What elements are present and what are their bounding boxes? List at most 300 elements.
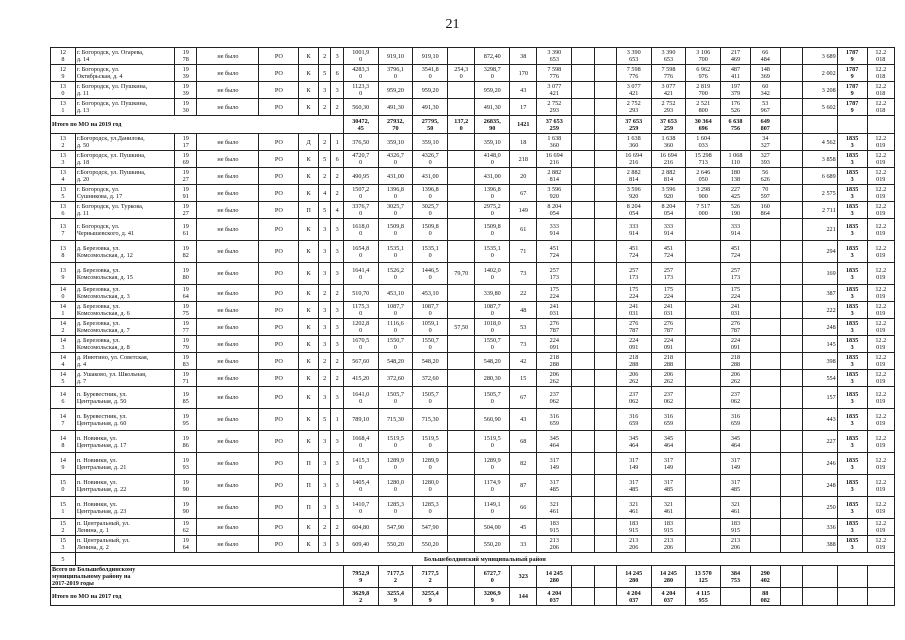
max-cost-cell: 1787 9: [837, 99, 867, 116]
extra-cell: [780, 353, 802, 370]
owner-area-cell: 431,00: [475, 168, 510, 185]
unit-cost-cell: 3 208: [802, 82, 837, 99]
total-cost-cell: 2 752 293: [616, 99, 651, 116]
wall-material-cell: РО: [259, 536, 299, 553]
fund-cell: 257 173: [651, 263, 686, 285]
state-fund-cell: 2 819 700: [686, 82, 721, 99]
total-s5-cell: 6727,7 0: [475, 566, 510, 588]
empty-cell: [572, 431, 594, 453]
entrances-cell: 6: [331, 65, 343, 82]
address-cell: г. Богородск, ул. Октябрьская, д. 4: [75, 65, 174, 82]
municipal-budget-cell: 227 425: [721, 185, 751, 202]
deadline-cell: 12.2 018: [867, 65, 895, 82]
page-number: 21: [445, 17, 460, 32]
municipal-budget-cell: 526 190: [721, 202, 751, 219]
total-sf-cell: 4 115 955: [686, 588, 721, 606]
residents-cell: 66: [510, 497, 537, 519]
cost-cell: 3 596 920: [537, 185, 572, 202]
total-x1-cell: [572, 588, 594, 606]
total-area-cell: 1202,8 0: [343, 319, 378, 336]
owners-cell: [750, 497, 780, 519]
empty-cell: [572, 536, 594, 553]
nonresidential-area-cell: [448, 185, 475, 202]
empty-cell: [572, 219, 594, 241]
residents-cell: 33: [510, 536, 537, 553]
empty-cell: [594, 285, 616, 302]
last-repair-cell: не было: [197, 202, 259, 219]
max-cost-cell: 1835 3: [837, 241, 867, 263]
floors-cell: 2: [319, 168, 331, 185]
owner-area-cell: 1505,7 0: [475, 387, 510, 409]
total-cost-cell: 224 091: [616, 336, 651, 353]
area-cell: 4326,7 0: [378, 151, 413, 168]
last-repair-cell: не было: [197, 241, 259, 263]
wall-material-cell: РО: [259, 453, 299, 475]
area-cell: 548,20: [378, 353, 413, 370]
residents-cell: 218: [510, 151, 537, 168]
owners-cell: 148 369: [750, 65, 780, 82]
empty-cell: [572, 48, 594, 65]
empty-cell: [594, 219, 616, 241]
extra-cell: [780, 409, 802, 431]
address-cell: г.Богородск, ул. Пушкина, д. 20: [75, 168, 174, 185]
entrances-cell: 2: [331, 353, 343, 370]
fund-cell: 175 224: [651, 285, 686, 302]
max-cost-cell: 1835 3: [837, 431, 867, 453]
owners-cell: 53 967: [750, 99, 780, 116]
total-label-cell: Всего по Большеболдинскому муниципальному району на 2017-2019 годы: [51, 566, 344, 588]
total-sf-cell: 30 364 696: [686, 116, 721, 134]
total-x2-cell: [594, 588, 616, 606]
floors-cell: 3: [319, 336, 331, 353]
total-area-cell: 1001,9 0: [343, 48, 378, 65]
total-cost-cell: 3 390 653: [616, 48, 651, 65]
last-repair-cell: не было: [197, 336, 259, 353]
nonresidential-area-cell: [448, 431, 475, 453]
table-row: [51, 409, 895, 431]
state-fund-cell: [686, 319, 721, 336]
entrances-cell: 1: [331, 134, 343, 151]
type-cell: П: [299, 475, 319, 497]
unit-cost-cell: 248: [802, 475, 837, 497]
empty-cell: [594, 263, 616, 285]
entrances-cell: 3: [331, 536, 343, 553]
state-fund-cell: [686, 263, 721, 285]
total-area-cell: 1415,3 0: [343, 453, 378, 475]
deadline-cell: 12.2 019: [867, 319, 895, 336]
build-year-cell: 19 69: [175, 151, 197, 168]
cost-cell: 345 464: [537, 431, 572, 453]
area-cell: 1535,1 0: [378, 241, 413, 263]
total-area-cell: 490,95: [343, 168, 378, 185]
extra-cell: [780, 370, 802, 387]
residential-area-cell: 1289,9 0: [413, 453, 448, 475]
table-row: [51, 302, 895, 319]
total-label-cell: Итого по МО на 2017 год: [51, 588, 344, 606]
build-year-cell: 19 30: [175, 99, 197, 116]
area-cell: 1519,5 0: [378, 431, 413, 453]
area-cell: 1116,6 0: [378, 319, 413, 336]
municipal-budget-cell: 197 379: [721, 82, 751, 99]
area-cell: 491,30: [378, 99, 413, 116]
empty-cell: [594, 168, 616, 185]
max-cost-cell: 1835 3: [837, 536, 867, 553]
owner-area-cell: 4148,0 0: [475, 151, 510, 168]
extra-cell: [780, 263, 802, 285]
residents-cell: 45: [510, 519, 537, 536]
owners-cell: [750, 431, 780, 453]
residents-cell: 15: [510, 370, 537, 387]
deadline-cell: 12.2 019: [867, 185, 895, 202]
entrances-cell: 3: [331, 431, 343, 453]
total-ow-cell: 649 807: [750, 116, 780, 134]
address-cell: д. Березовка, ул. Комсомольская, д. 15: [75, 263, 174, 285]
wall-material-cell: РО: [259, 353, 299, 370]
address-cell: г.Богородск, ул.Данилова, д. 50: [75, 134, 174, 151]
total-x1-cell: [572, 116, 594, 134]
entrances-cell: 3: [331, 475, 343, 497]
state-fund-cell: 3 106 700: [686, 48, 721, 65]
fund-cell: 316 659: [651, 409, 686, 431]
total-area-cell: 510,70: [343, 285, 378, 302]
last-repair-cell: не было: [197, 370, 259, 387]
total-mb-cell: 6 638 756: [721, 116, 751, 134]
total-fund-cell: 4 204 037: [651, 588, 686, 606]
table-row: [51, 65, 895, 82]
last-repair-cell: не было: [197, 353, 259, 370]
owner-area-cell: 491,30: [475, 99, 510, 116]
area-cell: 1280,0 0: [378, 475, 413, 497]
total-res-cell: 1421: [510, 116, 537, 134]
table-row: [51, 185, 895, 202]
floors-cell: 5: [319, 202, 331, 219]
table-row: [51, 497, 895, 519]
residential-area-cell: 548,20: [413, 353, 448, 370]
cost-cell: 2 752 293: [537, 99, 572, 116]
residential-area-cell: 1087,7 0: [413, 302, 448, 319]
deadline-cell: 12.2 019: [867, 453, 895, 475]
wall-material-cell: РО: [259, 519, 299, 536]
nonresidential-area-cell: [448, 370, 475, 387]
fund-cell: 3 077 421: [651, 82, 686, 99]
type-cell: К: [299, 353, 319, 370]
extra-cell: [780, 185, 802, 202]
total-area-cell: 567,60: [343, 353, 378, 370]
extra-cell: [780, 168, 802, 185]
row-number-cell: 14 6: [51, 387, 76, 409]
address-cell: д. Ушаково, ул. Школьная, д. 7: [75, 370, 174, 387]
extra-cell: [780, 134, 802, 151]
max-cost-cell: 1835 3: [837, 263, 867, 285]
municipal-budget-cell: 218 288: [721, 353, 751, 370]
max-cost-cell: 1835 3: [837, 285, 867, 302]
wall-material-cell: РО: [259, 202, 299, 219]
row-number-cell: 13 4: [51, 168, 76, 185]
municipal-budget-cell: 321 461: [721, 497, 751, 519]
build-year-cell: 19 82: [175, 241, 197, 263]
unit-cost-cell: 3 858: [802, 151, 837, 168]
build-year-cell: 19 90: [175, 497, 197, 519]
total-row: [51, 588, 895, 606]
build-year-cell: 19 93: [175, 453, 197, 475]
wall-material-cell: РО: [259, 241, 299, 263]
state-fund-cell: [686, 302, 721, 319]
empty-cell: [572, 370, 594, 387]
last-repair-cell: не было: [197, 219, 259, 241]
state-fund-cell: 2 646 050: [686, 168, 721, 185]
empty-cell: [594, 431, 616, 453]
total-mb-cell: 384 753: [721, 566, 751, 588]
build-year-cell: 19 61: [175, 219, 197, 241]
empty-cell: [572, 409, 594, 431]
empty-cell: [594, 519, 616, 536]
fund-cell: 213 206: [651, 536, 686, 553]
unit-cost-cell: 250: [802, 497, 837, 519]
total-cost-cell: 276 787: [616, 319, 651, 336]
type-cell: Д: [299, 134, 319, 151]
area-cell: 1550,7 0: [378, 336, 413, 353]
empty-cell: [572, 263, 594, 285]
empty-cell: [572, 475, 594, 497]
total-cost-cell: 451 724: [616, 241, 651, 263]
address-cell: д. Березовка, ул. Комсомольская, д. 3: [75, 285, 174, 302]
row-number-cell: 14 2: [51, 319, 76, 336]
total-x1-cell: [572, 566, 594, 588]
total-sf-cell: 13 570 125: [686, 566, 721, 588]
owners-cell: [750, 263, 780, 285]
empty-cell: [572, 387, 594, 409]
type-cell: К: [299, 336, 319, 353]
area-cell: 1289,9 0: [378, 453, 413, 475]
deadline-cell: 12.2 019: [867, 370, 895, 387]
state-fund-cell: 15 298 713: [686, 151, 721, 168]
owner-area-cell: 1174,9 0: [475, 475, 510, 497]
extra-cell: [780, 336, 802, 353]
residents-cell: 18: [510, 134, 537, 151]
total-cost-cell: 8 204 054: [616, 202, 651, 219]
build-year-cell: 19 71: [175, 370, 197, 387]
section-title-cell: Большеболдинский муниципальный район: [75, 553, 894, 566]
max-cost-cell: 1835 3: [837, 302, 867, 319]
total-cost-cell: 1 638 360: [616, 134, 651, 151]
owner-area-cell: 1087,7 0: [475, 302, 510, 319]
wall-material-cell: РО: [259, 99, 299, 116]
floors-cell: 3: [319, 319, 331, 336]
row-number-cell: 15 3: [51, 536, 76, 553]
row-number-cell: 14 0: [51, 285, 76, 302]
address-cell: п. Буревестник, ул. Центральная, д. 60: [75, 409, 174, 431]
cost-cell: 183 915: [537, 519, 572, 536]
cost-cell: 317 485: [537, 475, 572, 497]
owner-area-cell: 1535,1 0: [475, 241, 510, 263]
extra-cell: [780, 536, 802, 553]
area-cell: 372,60: [378, 370, 413, 387]
build-year-cell: 19 77: [175, 319, 197, 336]
wall-material-cell: РО: [259, 151, 299, 168]
row-number-cell: 14 9: [51, 453, 76, 475]
floors-cell: 3: [319, 475, 331, 497]
table-row: [51, 134, 895, 151]
extra-cell: [780, 431, 802, 453]
entrances-cell: 1: [331, 409, 343, 431]
municipal-budget-cell: 237 062: [721, 387, 751, 409]
total-area-cell: 1670,5 0: [343, 336, 378, 353]
state-fund-cell: 3 298 900: [686, 185, 721, 202]
fund-cell: 16 694 216: [651, 151, 686, 168]
table-row: [51, 168, 895, 185]
wall-material-cell: РО: [259, 336, 299, 353]
owners-cell: [750, 336, 780, 353]
unit-cost-cell: 145: [802, 336, 837, 353]
total-area-cell: 1507,2 0: [343, 185, 378, 202]
owner-area-cell: 1519,5 0: [475, 431, 510, 453]
cost-cell: 333 914: [537, 219, 572, 241]
address-cell: д. Березовка, ул. Комсомольская, д. 6: [75, 302, 174, 319]
area-cell: 1526,2 0: [378, 263, 413, 285]
area-cell: 1505,7 0: [378, 387, 413, 409]
table-row: [51, 519, 895, 536]
residents-cell: 42: [510, 353, 537, 370]
municipal-budget-cell: 257 173: [721, 263, 751, 285]
residents-cell: 73: [510, 336, 537, 353]
municipal-budget-cell: 180 138: [721, 168, 751, 185]
cost-cell: 224 091: [537, 336, 572, 353]
table-row: [51, 387, 895, 409]
nonresidential-area-cell: [448, 82, 475, 99]
deadline-cell: 12.2 019: [867, 302, 895, 319]
last-repair-cell: не было: [197, 475, 259, 497]
address-cell: г. Богородск, ул. Пушкина, д. 13: [75, 99, 174, 116]
deadline-cell: 12.2 019: [867, 219, 895, 241]
fund-cell: 206 262: [651, 370, 686, 387]
max-cost-cell: 1787 9: [837, 65, 867, 82]
empty-cell: [572, 319, 594, 336]
build-year-cell: 19 90: [175, 475, 197, 497]
total-cost-cell: 218 288: [616, 353, 651, 370]
build-year-cell: 19 62: [175, 519, 197, 536]
cost-cell: 3 390 653: [537, 48, 572, 65]
type-cell: К: [299, 409, 319, 431]
total-cost-cell: 317 149: [616, 453, 651, 475]
municipal-budget-cell: 213 206: [721, 536, 751, 553]
empty-cell: [594, 387, 616, 409]
address-cell: г. Богородск, ул. Пушкина, д. 11: [75, 82, 174, 99]
total-area-cell: 609,40: [343, 536, 378, 553]
cost-cell: 213 206: [537, 536, 572, 553]
extra-cell: [780, 519, 802, 536]
residents-cell: 149: [510, 202, 537, 219]
total-cost-cell: 175 224: [616, 285, 651, 302]
floors-cell: 3: [319, 302, 331, 319]
build-year-cell: 19 91: [175, 185, 197, 202]
unit-cost-cell: 5 602: [802, 99, 837, 116]
max-cost-cell: 1787 9: [837, 48, 867, 65]
state-fund-cell: [686, 497, 721, 519]
residents-cell: 22: [510, 285, 537, 302]
owners-cell: [750, 536, 780, 553]
total-mx-cell: [837, 566, 867, 588]
extra-cell: [780, 285, 802, 302]
address-cell: г.Богородск, ул. Пушкина, д. 18: [75, 151, 174, 168]
total-cost-cell: 213 206: [616, 536, 651, 553]
extra-cell: [780, 387, 802, 409]
total-cost-cell: 241 031: [616, 302, 651, 319]
table-row: [51, 241, 895, 263]
table-row: [51, 285, 895, 302]
total-s5-cell: 26835, 90: [475, 116, 510, 134]
nonresidential-area-cell: [448, 453, 475, 475]
residential-area-cell: 550,20: [413, 536, 448, 553]
fund-cell: 3 390 653: [651, 48, 686, 65]
state-fund-cell: [686, 453, 721, 475]
total-cost-cell: 4 204 037: [537, 588, 572, 606]
last-repair-cell: не было: [197, 497, 259, 519]
wall-material-cell: РО: [259, 285, 299, 302]
type-cell: П: [299, 202, 319, 219]
type-cell: П: [299, 497, 319, 519]
entrances-cell: 2: [331, 185, 343, 202]
empty-cell: [572, 336, 594, 353]
municipal-budget-cell: 217 469: [721, 48, 751, 65]
type-cell: К: [299, 536, 319, 553]
deadline-cell: 12.2 019: [867, 409, 895, 431]
max-cost-cell: 1835 3: [837, 497, 867, 519]
empty-cell: [572, 151, 594, 168]
extra-cell: [780, 82, 802, 99]
type-cell: К: [299, 219, 319, 241]
build-year-cell: 19 79: [175, 336, 197, 353]
residential-area-cell: 959,20: [413, 82, 448, 99]
total-cost-cell: 317 485: [616, 475, 651, 497]
deadline-cell: 12.2 019: [867, 336, 895, 353]
floors-cell: 3: [319, 219, 331, 241]
build-year-cell: 19 27: [175, 168, 197, 185]
state-fund-cell: [686, 241, 721, 263]
extra-cell: [780, 453, 802, 475]
area-cell: 1285,3 0: [378, 497, 413, 519]
residents-cell: 43: [510, 82, 537, 99]
build-year-cell: 19 95: [175, 409, 197, 431]
table-row: [51, 536, 895, 553]
total-area-cell: 1668,4 0: [343, 431, 378, 453]
residential-area-cell: 919,10: [413, 48, 448, 65]
fund-cell: 333 914: [651, 219, 686, 241]
floors-cell: 2: [319, 519, 331, 536]
table-row: [51, 219, 895, 241]
unit-cost-cell: 398: [802, 353, 837, 370]
entrances-cell: 3: [331, 82, 343, 99]
municipal-budget-cell: 175 224: [721, 285, 751, 302]
nonresidential-area-cell: [448, 241, 475, 263]
residents-cell: 170: [510, 65, 537, 82]
total-tot-cell: 14 245 280: [616, 566, 651, 588]
row-number-cell: 13 5: [51, 185, 76, 202]
deadline-cell: 12.2 019: [867, 263, 895, 285]
residents-cell: 71: [510, 241, 537, 263]
nonresidential-area-cell: [448, 519, 475, 536]
area-cell: 959,20: [378, 82, 413, 99]
residential-area-cell: 3025,7 0: [413, 202, 448, 219]
municipal-budget-cell: 1 068 110: [721, 151, 751, 168]
owners-cell: [750, 409, 780, 431]
municipal-budget-cell: 224 091: [721, 336, 751, 353]
table-row: [51, 263, 895, 285]
owner-area-cell: 550,20: [475, 536, 510, 553]
owners-cell: [750, 219, 780, 241]
deadline-cell: 12.2 019: [867, 134, 895, 151]
last-repair-cell: не было: [197, 82, 259, 99]
state-fund-cell: [686, 409, 721, 431]
